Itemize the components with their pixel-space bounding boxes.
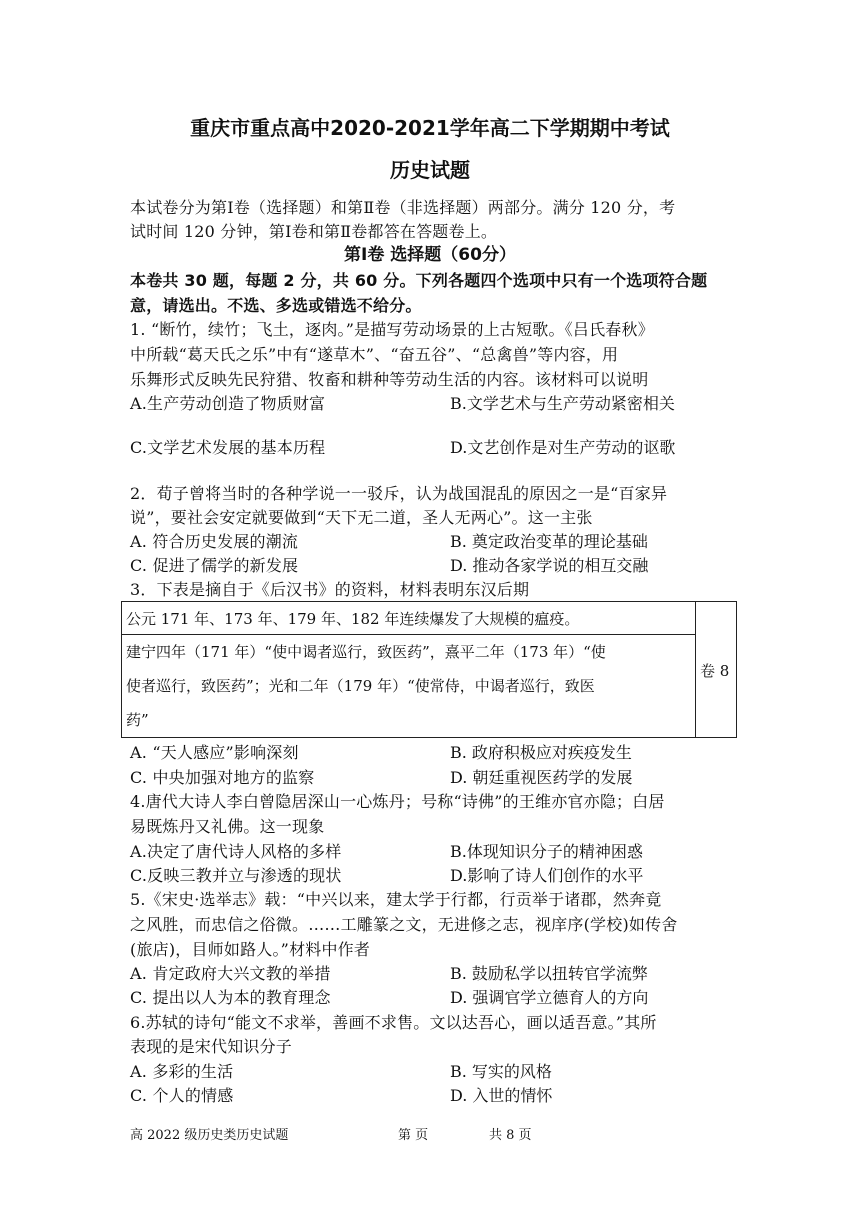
question-6-stem: 6.苏轼的诗句“能文不求举，善画不求售。文以达吾心，画以适吾意。”其所 — [130, 1013, 657, 1032]
table-cell-text: 药” — [126, 711, 149, 729]
question-5-stem: (旅店)，目师如路人。”材料中作者 — [130, 940, 371, 959]
question-2-stem: 说”，要社会安定就要做到“天下无二道，圣人无两心”。这一主张 — [130, 508, 593, 527]
footer-exam-label: 高 2022 级历史类历史试题 — [130, 1128, 289, 1143]
table-cell-text: 使者巡行，致医药”；光和二年（179 年）“使常侍，中谒者巡行，致医 — [126, 677, 595, 695]
question-6-stem: 表现的是宋代知识分子 — [130, 1037, 293, 1056]
question-4-option-a: A.决定了唐代诗人风格的多样 — [130, 842, 342, 861]
section-instructions: 意，请选出。不选、多选或错选不给分。 — [130, 296, 422, 315]
table-cell — [122, 635, 696, 737]
table-source-label: 卷 8 — [700, 662, 730, 680]
question-3-option-d: D. 朝廷重视医药学的发展 — [450, 768, 633, 787]
question-1-stem: 中所载“葛天氏之乐”中有“遂草木”、“奋五谷”、“总禽兽”等内容，用 — [130, 345, 619, 364]
question-5-option-d: D. 强调官学立德育人的方向 — [450, 988, 649, 1007]
question-1-option-b: B.文学艺术与生产劳动紧密相关 — [450, 394, 675, 413]
question-5-stem: 之风胜，而忠信之俗微。……工雕篆之文，无进修之志，视庠序(学校)如传舍 — [130, 915, 678, 934]
question-3-option-b: B. 政府积极应对疾疫发生 — [450, 743, 632, 762]
question-4-option-b: B.体现知识分子的精神困惑 — [450, 842, 643, 861]
intro-line: 试时间 120 分钟，第Ⅰ卷和第Ⅱ卷都答在答题卷上。 — [130, 222, 498, 241]
question-5-stem: 5.《宋史·选举志》载：“中兴以来，建太学于行都，行贡举于诸郡，然奔竟 — [130, 890, 662, 909]
section-title: 第Ⅰ卷 选择题（60分） — [344, 245, 516, 265]
question-3-option-c: C. 中央加强对地方的监察 — [130, 768, 315, 787]
question-2-option-b: B. 奠定政治变革的理论基础 — [450, 532, 648, 551]
source-table — [121, 601, 737, 738]
footer-total-pages: 共 8 页 — [489, 1128, 532, 1143]
footer-page-number: 第 页 — [398, 1128, 429, 1143]
question-4-stem: 4.唐代大诗人李白曾隐居深山一心炼丹；号称“诗佛”的王维亦官亦隐；白居 — [130, 792, 665, 811]
question-4-stem: 易既炼丹又礼佛。这一现象 — [130, 817, 325, 836]
question-1-stem: 1. “断竹，续竹；飞土，逐肉。”是描写劳动场景的上古短歌。《吕氏春秋》 — [130, 320, 654, 339]
question-6-option-c: C. 个人的情感 — [130, 1086, 234, 1105]
question-1-option-a: A.生产劳动创造了物质财富 — [130, 394, 326, 413]
question-4-option-c: C.反映三教并立与渗透的现状 — [130, 866, 342, 885]
question-4-option-d: D.影响了诗人们创作的水平 — [450, 866, 644, 885]
question-6-option-b: B. 写实的风格 — [450, 1062, 552, 1081]
question-3-option-a: A. “天人感应”影响深刻 — [130, 743, 299, 762]
exam-subtitle: 历史试题 — [390, 158, 470, 182]
question-5-option-a: A. 肯定政府大兴文教的举措 — [130, 964, 331, 983]
intro-line: 本试卷分为第Ⅰ卷（选择题）和第Ⅱ卷（非选择题）两部分。满分 120 分，考 — [130, 198, 676, 217]
question-2-option-a: A. 符合历史发展的潮流 — [130, 532, 299, 551]
question-6-option-a: A. 多彩的生活 — [130, 1062, 234, 1081]
question-2-option-d: D. 推动各家学说的相互交融 — [450, 556, 649, 575]
question-5-option-b: B. 鼓励私学以扭转官学流弊 — [450, 964, 648, 983]
question-6-option-d: D. 入世的情怀 — [450, 1086, 553, 1105]
table-source-cell — [696, 602, 736, 737]
table-cell-text: 公元 171 年、173 年、179 年、182 年连续爆发了大规模的瘟疫。 — [126, 610, 580, 628]
question-1-option-d: D.文艺创作是对生产劳动的讴歌 — [450, 438, 676, 457]
question-2-option-c: C. 促进了儒学的新发展 — [130, 556, 299, 575]
question-3-stem: 3．下表是摘自于《后汉书》的资料，材料表明东汉后期 — [130, 580, 530, 599]
question-5-option-c: C. 提出以人为本的教育理念 — [130, 988, 331, 1007]
question-2-stem: 2．荀子曾将当时的各种学说一一驳斥，认为战国混乱的原因之一是“百家异 — [130, 484, 668, 503]
table-cell-text: 建宁四年（171 年）“使中谒者巡行，致医药”，熹平二年（173 年）“使 — [126, 643, 606, 661]
section-instructions: 本卷共 30 题，每题 2 分，共 60 分。下列各题四个选项中只有一个选项符合题 — [130, 271, 708, 290]
table-cell — [122, 602, 696, 635]
exam-title: 重庆市重点高中2020-2021学年高二下学期期中考试 — [190, 116, 670, 140]
question-1-stem: 乐舞形式反映先民狩猎、牧畜和耕种等劳动生活的内容。该材料可以说明 — [130, 370, 649, 389]
question-1-option-c: C.文学艺术发展的基本历程 — [130, 438, 326, 457]
